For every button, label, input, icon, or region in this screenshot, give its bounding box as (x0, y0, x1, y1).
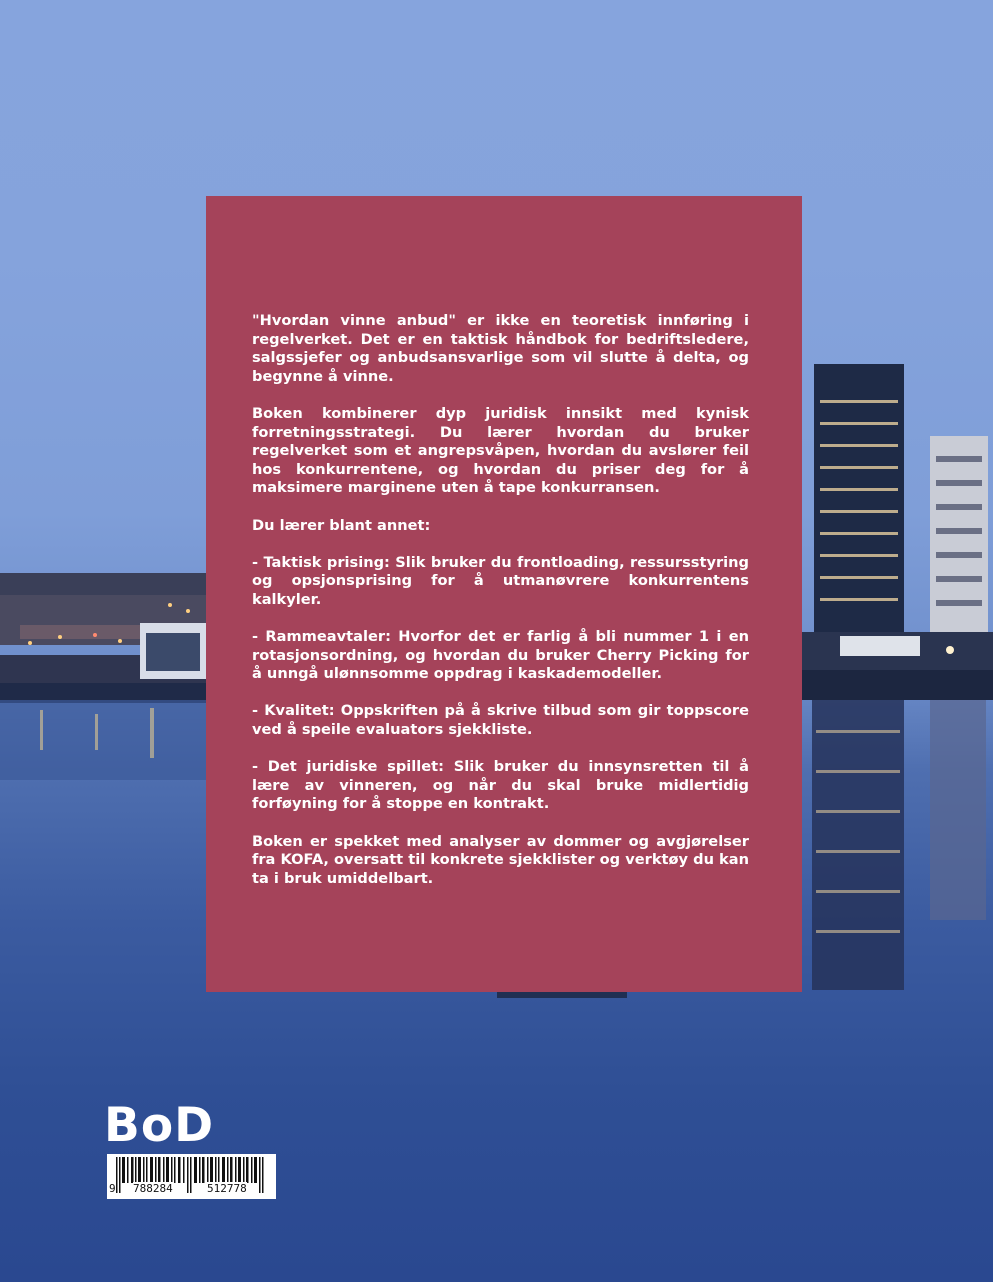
publisher-logo: BoD (104, 1098, 215, 1153)
barcode-first-digit: 9 (109, 1182, 116, 1195)
blurb-paragraph: "Hvordan vinne anbud" er ikke en teoretisk innføring i regelverket. Det er en taktisk håndbok for bedriftsledere, salgssjefer og anbudsansvarlige som vil slutte å delta, og begynne å vinne. (252, 312, 749, 385)
barcode-right-group: 512778 (207, 1182, 247, 1195)
isbn-barcode (107, 1154, 276, 1199)
blurb-text (252, 312, 749, 907)
blurb-bullet: - Det juridiske spillet: Slik bruker du innsynsretten til å lære av vinneren, og når du skal bruke midlertidig forføyning for å stoppe en kontrakt. (252, 758, 749, 813)
blurb-paragraph: Boken kombinerer dyp juridisk innsikt med kynisk forretningsstrategi. Du lærer hvordan du bruker regelverket som et angrepsvåpen, hvordan du avslører feil hos konkurrentene, og hvordan du priser deg for å maksimere marginene uten å tape konkurransen. (252, 404, 749, 497)
barcode-left-group: 788284 (133, 1182, 173, 1195)
blurb-panel (206, 196, 802, 992)
blurb-bullet: - Taktisk prising: Slik bruker du frontloading, ressursstyring og opsjonsprising for å utmanøvrere konkurrentens kalkyler. (252, 553, 749, 608)
blurb-paragraph: Boken er spekket med analyser av dommer og avgjørelser fra KOFA, oversatt til konkrete sjekklister og verktøy du kan ta i bruk umiddelbart. (252, 832, 749, 887)
blurb-paragraph: Du lærer blant annet: (252, 516, 431, 534)
blurb-bullet: - Rammeavtaler: Hvorfor det er farlig å bli nummer 1 i en rotasjonsordning, og hvordan du bruker Cherry Picking for å unngå ulønnsomme oppdrag i kaskademodeller. (252, 628, 749, 683)
towers-silhouette (800, 360, 993, 700)
blurb-bullet: - Kvalitet: Oppskriften på å skrive tilbud som gir toppscore ved å speile evaluators sjekkliste. (252, 702, 749, 739)
